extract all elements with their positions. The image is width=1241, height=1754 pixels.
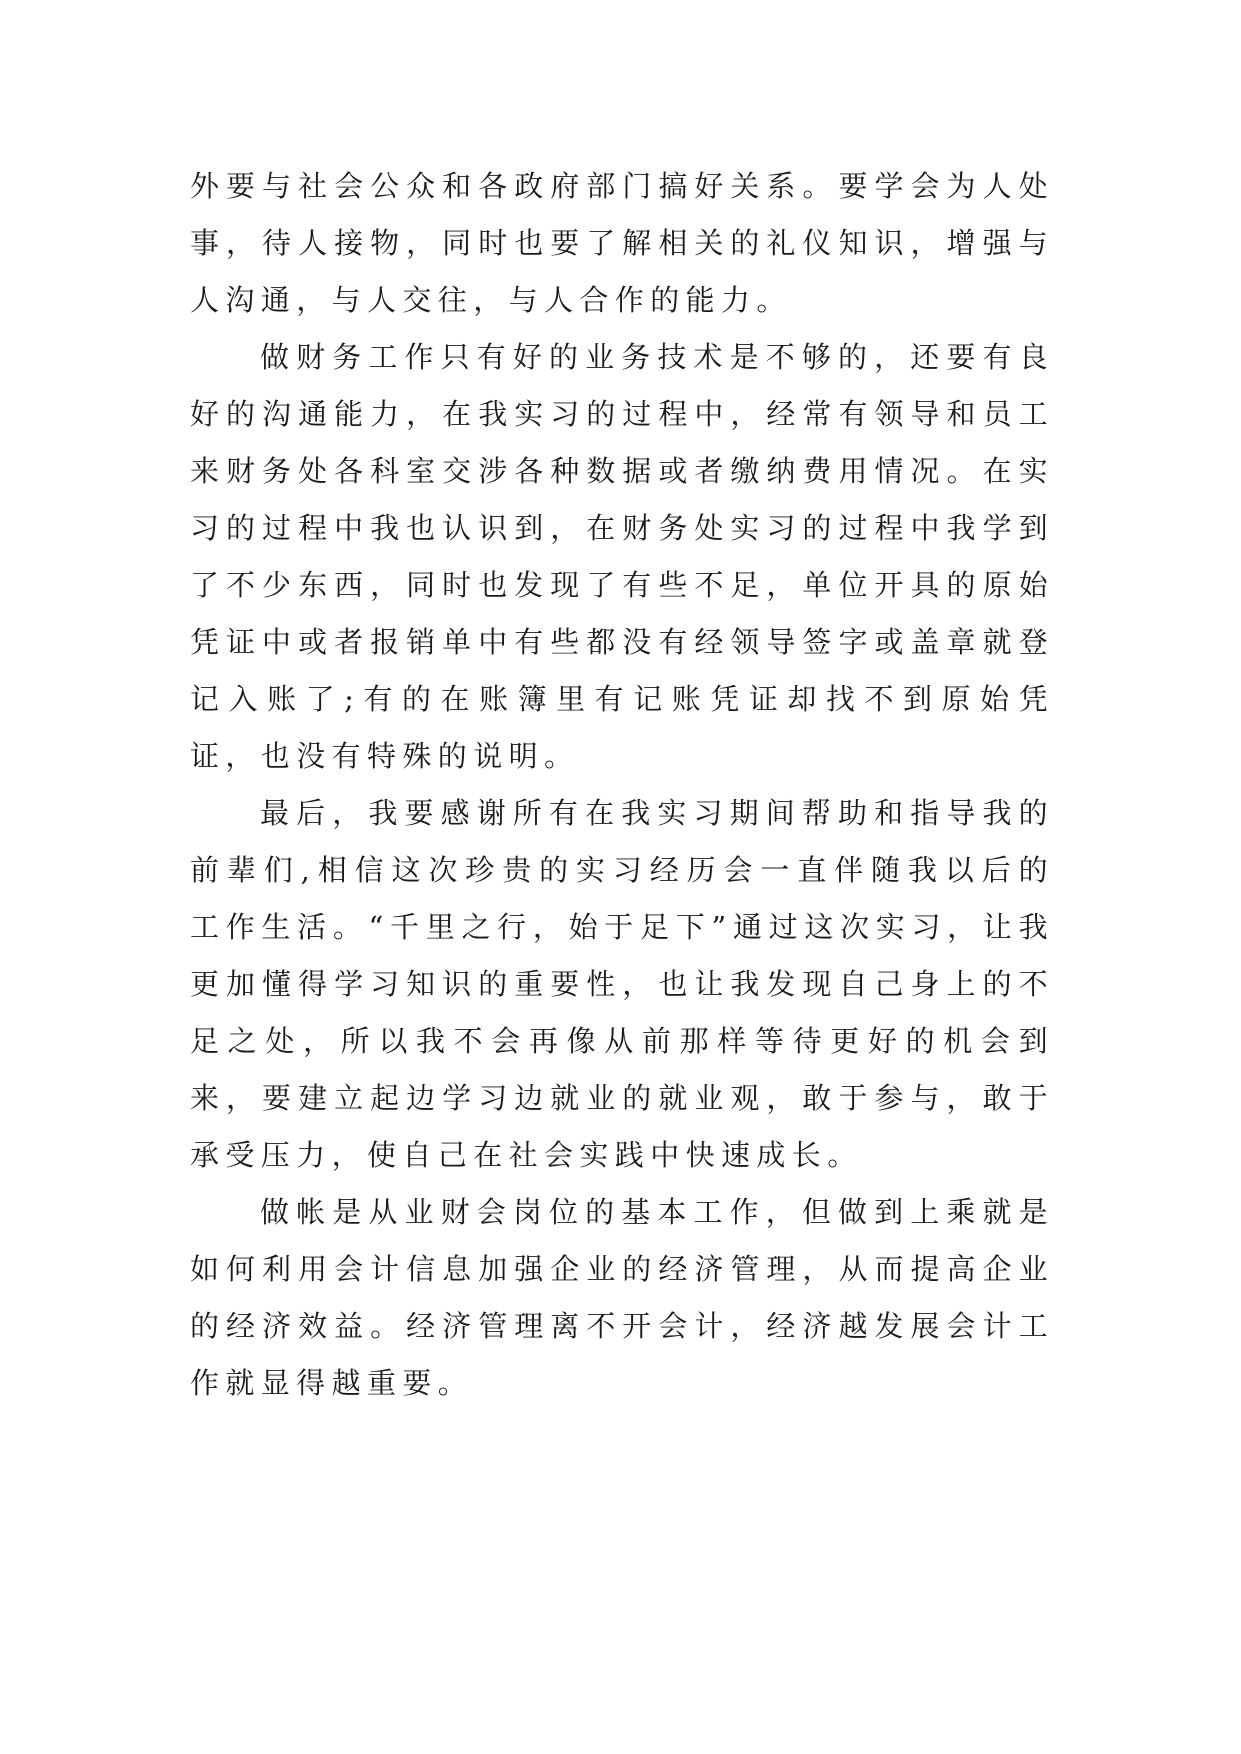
paragraph-3: 最后，我要感谢所有在我实习期间帮助和指导我的前辈们,相信这次珍贵的实习经历会一直伴随我以后的工作生活。“千里之行，始于足下”通过这次实习，让我更加懂得学习知识的重要性，也让我发现自己身上的不足之处，所以我不会再像从前那样等待更好的机会到来，要建立起边学习边就业的就业观，敢于参与，敢于承受压力，使自己在社会实践中快速成长。 [190, 796, 1054, 1172]
paragraph-2: 做财务工作只有好的业务技术是不够的，还要有良好的沟通能力，在我实习的过程中，经常有领导和员工来财务处各科室交涉各种数据或者缴纳费用情况。在实习的过程中我也认识到，在财务处实习的过程中我学到了不少东西，同时也发现了有些不足，单位开具的原始凭证中或者报销单中有些都没有经领导签字或盖章就登记入账了;有的在账簿里有记账凭证却找不到原始凭证，也没有特殊的说明。 [190, 340, 1054, 773]
paragraph-1: 外要与社会公众和各政府部门搞好关系。要学会为人处事，待人接物，同时也要了解相关的礼仪知识，增强与人沟通，与人交往，与人合作的能力。 [190, 169, 1054, 317]
paragraph-4: 做帐是从业财会岗位的基本工作，但做到上乘就是如何利用会计信息加强企业的经济管理，从而提高企业的经济效益。经济管理离不开会计，经济越发展会计工作就显得越重要。 [190, 1195, 1054, 1400]
document-body [190, 158, 1054, 1412]
